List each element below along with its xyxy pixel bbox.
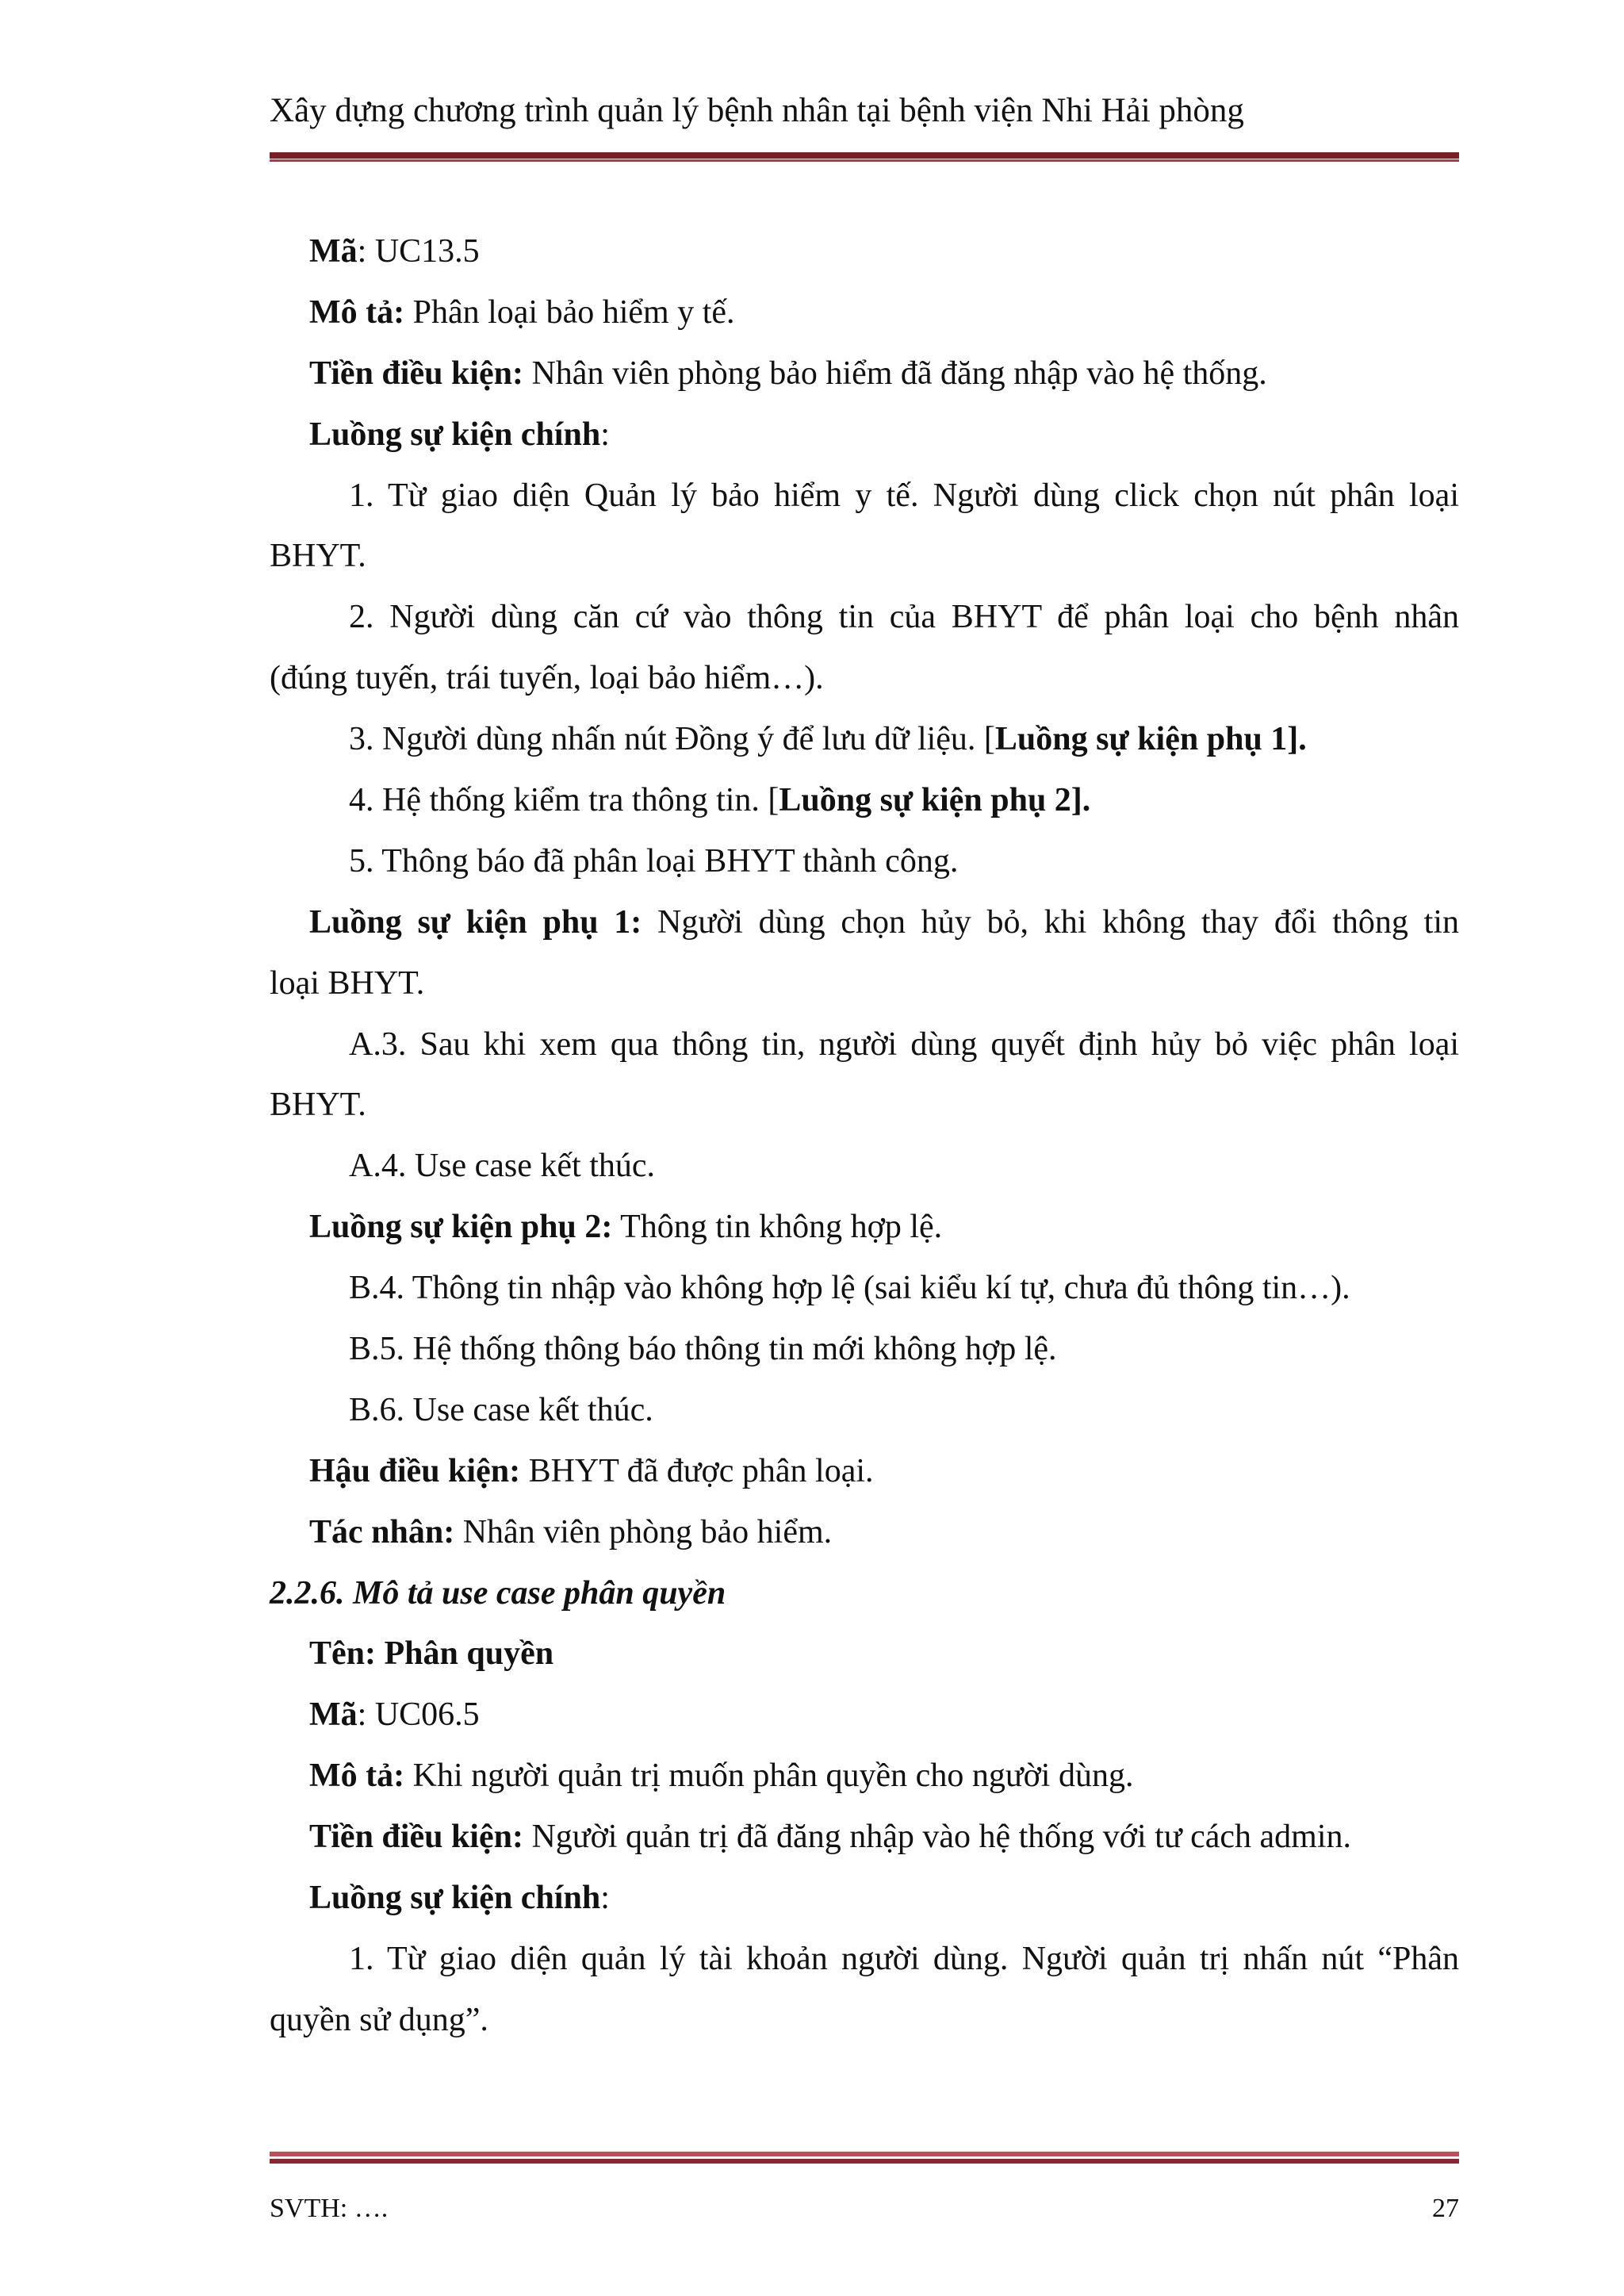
text-line (270, 1868, 1459, 1929)
header-rule-thin (270, 159, 1459, 162)
text-line (270, 1685, 1459, 1746)
line-text: Phân loại bảo hiểm y tế. (404, 293, 735, 331)
text-line (270, 1258, 1459, 1319)
line-text: 1. Từ giao diện Quản lý bảo hiểm y tế. Người dùng click chọn nút phân loại (349, 477, 1459, 514)
text-line (270, 1197, 1459, 1258)
page-header-title: Xây dựng chương trình quản lý bệnh nhân tại bệnh viện Nhi Hải phòng (270, 92, 1244, 129)
line-text: BHYT. (270, 538, 366, 575)
line-text: quyền sử dụng”. (270, 2001, 488, 2038)
body-text (270, 221, 1459, 2051)
text-line (270, 221, 1459, 282)
text-line (270, 1929, 1459, 1990)
line-text: Người quản trị đã đăng nhập vào hệ thống với tư cách admin. (523, 1819, 1352, 1856)
text-line (270, 1990, 1459, 2051)
text-line (270, 1441, 1459, 1502)
text-line (270, 1623, 1459, 1685)
footer-author: SVTH: …. (270, 2194, 389, 2223)
field-label: Luồng sự kiện phụ 2: (309, 1209, 613, 1246)
footer-rule-top (270, 2152, 1459, 2156)
text-line (270, 953, 1459, 1014)
cross-reference: Luồng sự kiện phụ 2]. (779, 782, 1091, 819)
line-text: 1. Từ giao diện quản lý tài khoản người dùng. Người quản trị nhấn nút “Phân (349, 1940, 1459, 1977)
section-heading (270, 1563, 1459, 1624)
section-heading-text: 2.2.6. Mô tả use case phân quyền (270, 1574, 726, 1612)
text-line (270, 343, 1459, 404)
field-label: Luồng sự kiện chính (309, 1880, 601, 1917)
line-text: : UC13.5 (357, 233, 480, 270)
line-text: BHYT. (270, 1087, 366, 1124)
line-text: Nhân viên phòng bảo hiểm đã đăng nhập vào hệ thống. (523, 355, 1267, 392)
text-line (270, 1014, 1459, 1075)
line-text: : (600, 1880, 610, 1917)
field-label: Mã (309, 233, 358, 270)
line-text: B.4. Thông tin nhập vào không hợp lệ (sai kiểu kí tự, chưa đủ thông tin…). (349, 1270, 1350, 1307)
line-text: 3. Người dùng nhấn nút Đồng ý để lưu dữ liệu. [ (349, 721, 995, 758)
text-line (270, 404, 1459, 466)
line-text: B.5. Hệ thống thông báo thông tin mới không hợp lệ. (349, 1331, 1057, 1368)
text-line (270, 648, 1459, 709)
footer-rule-bottom (270, 2159, 1459, 2164)
text-line (270, 1746, 1459, 1807)
text-line (270, 466, 1459, 527)
text-line (270, 1319, 1459, 1380)
line-text: 2. Người dùng căn cứ vào thông tin của BHYT để phân loại cho bệnh nhân (349, 599, 1459, 636)
text-line (270, 1502, 1459, 1563)
text-line (270, 770, 1459, 831)
field-label: Tên: Phân quyền (309, 1635, 554, 1673)
field-label: Mô tả: (309, 1757, 405, 1795)
field-label: Luồng sự kiện chính (309, 416, 601, 453)
line-text: B.6. Use case kết thúc. (349, 1391, 653, 1428)
line-text: loại BHYT. (270, 964, 425, 1002)
line-text: 4. Hệ thống kiểm tra thông tin. [ (349, 782, 779, 819)
page-number: 27 (1432, 2194, 1459, 2223)
text-line (270, 892, 1459, 953)
text-line (270, 282, 1459, 343)
line-text: A.4. Use case kết thúc. (349, 1148, 656, 1185)
text-line (270, 587, 1459, 648)
line-text: : UC06.5 (357, 1696, 480, 1734)
line-text: 5. Thông báo đã phân loại BHYT thành công. (349, 842, 959, 880)
line-text: Nhân viên phòng bảo hiểm. (454, 1513, 833, 1550)
text-line (270, 709, 1459, 770)
text-line (270, 1075, 1459, 1136)
field-label: Mô tả: (309, 293, 405, 331)
line-text: Người dùng chọn hủy bỏ, khi không thay đổi thông tin (642, 903, 1459, 941)
field-label: Mã (309, 1696, 358, 1734)
line-text: BHYT đã được phân loại. (520, 1452, 874, 1489)
line-text: A.3. Sau khi xem qua thông tin, người dùng quyết định hủy bỏ việc phân loại (349, 1025, 1459, 1063)
text-line (270, 831, 1459, 892)
header-rule-thick (270, 152, 1459, 159)
text-line (270, 1136, 1459, 1197)
field-label: Tiền điều kiện: (309, 355, 523, 392)
line-text: Thông tin không hợp lệ. (612, 1209, 943, 1246)
field-label: Tác nhân: (309, 1513, 455, 1550)
text-line (270, 1380, 1459, 1441)
cross-reference: Luồng sự kiện phụ 1]. (994, 721, 1307, 758)
field-label: Hậu điều kiện: (309, 1452, 521, 1489)
field-label: Luồng sự kiện phụ 1: (309, 903, 642, 941)
line-text: (đúng tuyến, trái tuyến, loại bảo hiểm…). (270, 660, 824, 697)
text-line (270, 1807, 1459, 1868)
field-label: Tiền điều kiện: (309, 1819, 523, 1856)
line-text: Khi người quản trị muốn phân quyền cho người dùng. (404, 1757, 1134, 1795)
text-line (270, 526, 1459, 587)
line-text: : (600, 416, 610, 453)
